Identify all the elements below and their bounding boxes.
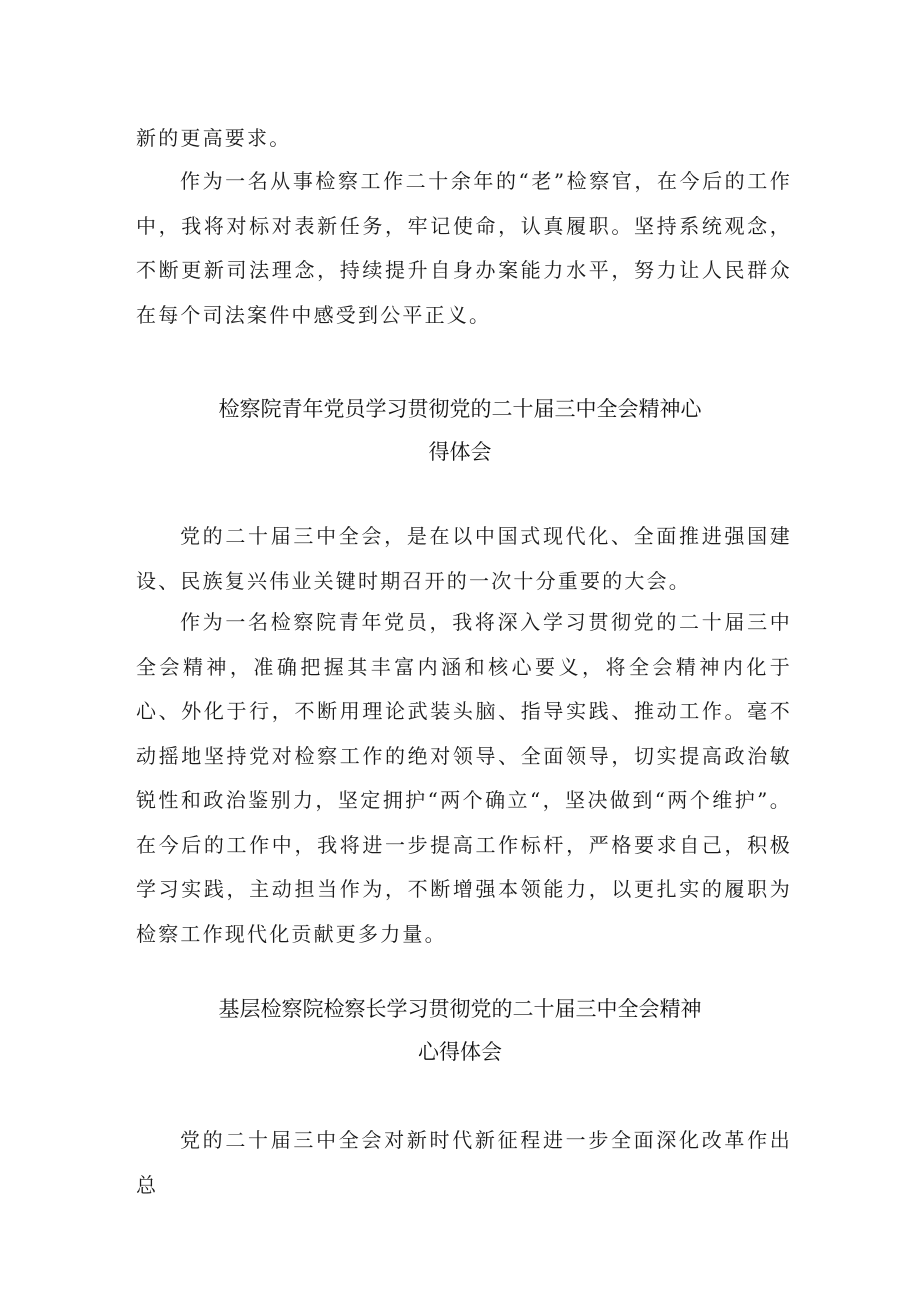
heading-chief-prosecutor — [150, 988, 770, 1074]
heading-youth-party-member — [150, 388, 770, 474]
paragraph-plenum-intro: 党的二十届三中全会，是在以中国式现代化、全面推进强国建设、民族复兴伟业关键时期召开的一次十分重要的大会。 — [136, 524, 792, 593]
paragraph-veteran-prosecutor: 作为一名从事检察工作二十余年的“老”检察官，在今后的工作中，我将对标对表新任务，牢记使命，认真履职。坚持系统观念，不断更新司法理念，持续提升自身办案能力水平，努力让人民群众在每个司法案件中感受到公平正义。 — [136, 169, 792, 327]
paragraph-continuation: 新的更高要求。 — [136, 126, 292, 150]
heading-line-2: 心得体会 — [418, 1040, 502, 1064]
heading-line-2: 得体会 — [428, 440, 492, 464]
paragraph-plenum-reform: 党的二十届三中全会对新时代新征程进一步全面深化改革作出总 — [136, 1128, 792, 1197]
paragraph-youth-commitment: 作为一名检察院青年党员，我将深入学习贯彻党的二十届三中全会精神，准确把握其丰富内涵和核心要义，将全会精神内化于心、外化于行，不断用理论武装头脑、指导实践、推动工作。毫不动摇地坚持党对检察工作的绝对领导、全面领导，切实提高政治敏锐性和政治鉴别力，坚定拥护“两个确立“，坚决做到“两个维护”。在今后的工作中，我将进一步提高工作标杆，严格要求自己，积极学习实践，主动担当作为，不断增强本领能力，以更扎实的履职为检察工作现代化贡献更多力量。 — [136, 610, 792, 946]
heading-line-1: 基层检察院检察长学习贯彻党的二十届三中全会精神 — [218, 997, 702, 1021]
heading-line-1: 检察院青年党员学习贯彻党的二十届三中全会精神心 — [218, 397, 702, 421]
